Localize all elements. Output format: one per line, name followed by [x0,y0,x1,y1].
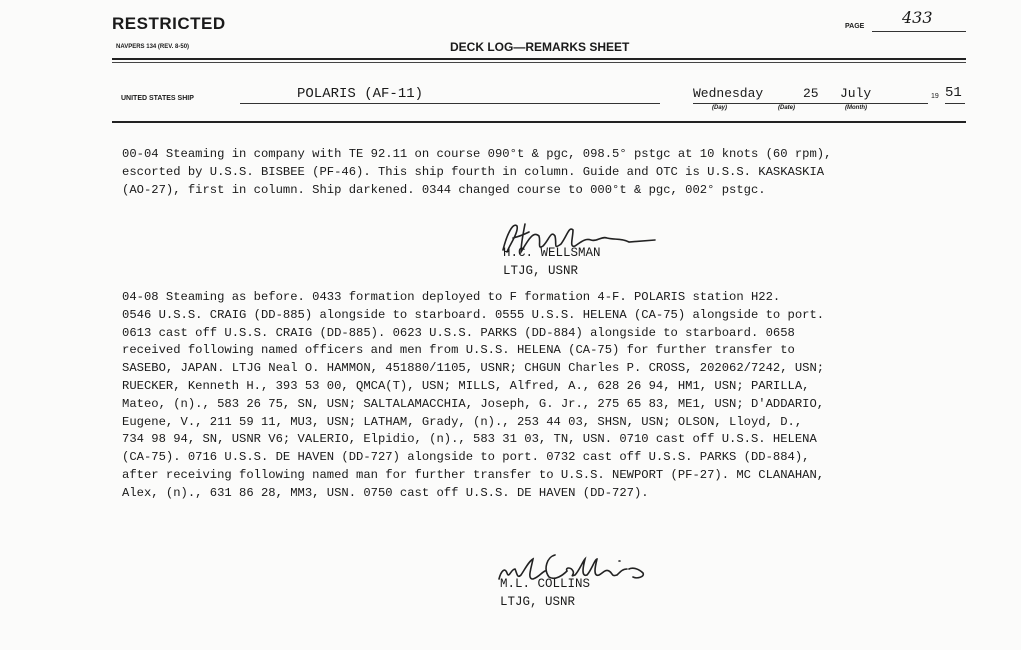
entry-line: SASEBO, JAPAN. LTJG Neal O. HAMMON, 451880/1105, USNR; CHGUN Charles P. CROSS, 202062/7242, USN; [122,361,825,376]
form-number: NAVPERS 134 (REV. 8-50) [116,44,190,50]
day-caption: (Day) [712,105,728,111]
entry-line: after receiving following named man for further transfer to U.S.S. NEWPORT (PF-27). MC CLANAHAN, [122,467,825,482]
officer-name: M.L. COLLINS [500,577,591,591]
entry-line: 734 98 94, SN, USNR V6; VALERIO, Elpidio, (n)., 583 31 03, TN, USN. 0710 cast off U.S.S. HELENA [122,432,817,447]
year-line [945,103,965,104]
entry-line: escorted by U.S.S. BISBEE (PF-46). This ship fourth in column. Guide and OTC is U.S.S. KASKASKIA [122,164,825,179]
entry-line: received following named officers and men from U.S.S. HELENA (CA-75) for further transfer to [122,343,795,358]
header-rule-thin [112,62,966,63]
log-month: July [840,86,872,101]
year-prefix: 19 [931,93,939,100]
year-suffix: 51 [945,85,962,101]
entry-line: 00-04 Steaming in company with TE 92.11 on course 090°t & pgc, 098.5° pstgc at 10 knots (60 rpm), [122,147,832,161]
officer-rank: LTJG, USNR [503,264,579,278]
page-number: 433 [902,8,933,27]
entry-line: (CA-75). 0716 U.S.S. DE HAVEN (DD-727) alongside to port. 0732 cast off U.S.S. PARKS (DD-884), [122,450,810,465]
entry-line: Eugene, V., 211 59 11, MU3, USN; LATHAM, Grady, (n)., 253 44 03, SHSN, USN; OLSON, Lloyd, D., [122,414,803,429]
header-bottom-rule [112,121,966,123]
form-title: DECK LOG—REMARKS SHEET [450,40,630,54]
month-caption: (Month) [845,105,867,111]
entry-line: 04-08 Steaming as before. 0433 formation deployed to F formation 4-F. POLARIS station H22. [122,290,781,304]
officer-name: H.C. WELLSMAN [503,246,601,260]
officer-rank: LTJG, USNR [500,595,576,609]
entry-line: Alex, (n)., 631 86 28, MM3, USN. 0750 cast off U.S.S. DE HAVEN (DD-727). [122,485,649,500]
signature-block-1 [503,244,601,280]
ship-label: UNITED STATES SHIP [121,95,194,102]
entry-line: RUECKER, Kenneth H., 393 53 00, QMCA(T), USN; MILLS, Alfred, A., 628 26 94, HM1, USN; PARILLA, [122,378,810,393]
log-date: 25 [803,86,819,101]
date-line [693,103,928,104]
header-rule [112,58,966,60]
entry-line: Mateo, (n)., 583 26 75, SN, USN; SALTALAMACCHIA, Joseph, G. Jr., 275 65 83, ME1, USN; D'ADDARIO, [122,396,825,411]
log-day: Wednesday [693,86,764,101]
date-caption: (Date) [778,105,796,111]
log-entry-0408 [122,289,972,503]
log-entry-0004 [122,146,972,199]
ship-name: POLARIS (AF-11) [297,86,424,102]
page-label: PAGE [845,23,865,30]
entry-line: 0546 U.S.S. CRAIG (DD-885) alongside to starboard. 0555 U.S.S. HELENA (CA-75) alongside to port. [122,307,825,322]
classification-label: RESTRICTED [112,14,226,33]
entry-line: 0613 cast off U.S.S. CRAIG (DD-885). 0623 U.S.S. PARKS (DD-884) alongside to starboard. 0658 [122,325,795,340]
page-number-line [872,31,966,32]
signature-block-2 [500,575,590,611]
ship-name-line [240,103,660,104]
entry-line: (AO-27), first in column. Ship darkened. 0344 changed course to 000°t & pgc, 002° pstgc. [122,182,766,197]
